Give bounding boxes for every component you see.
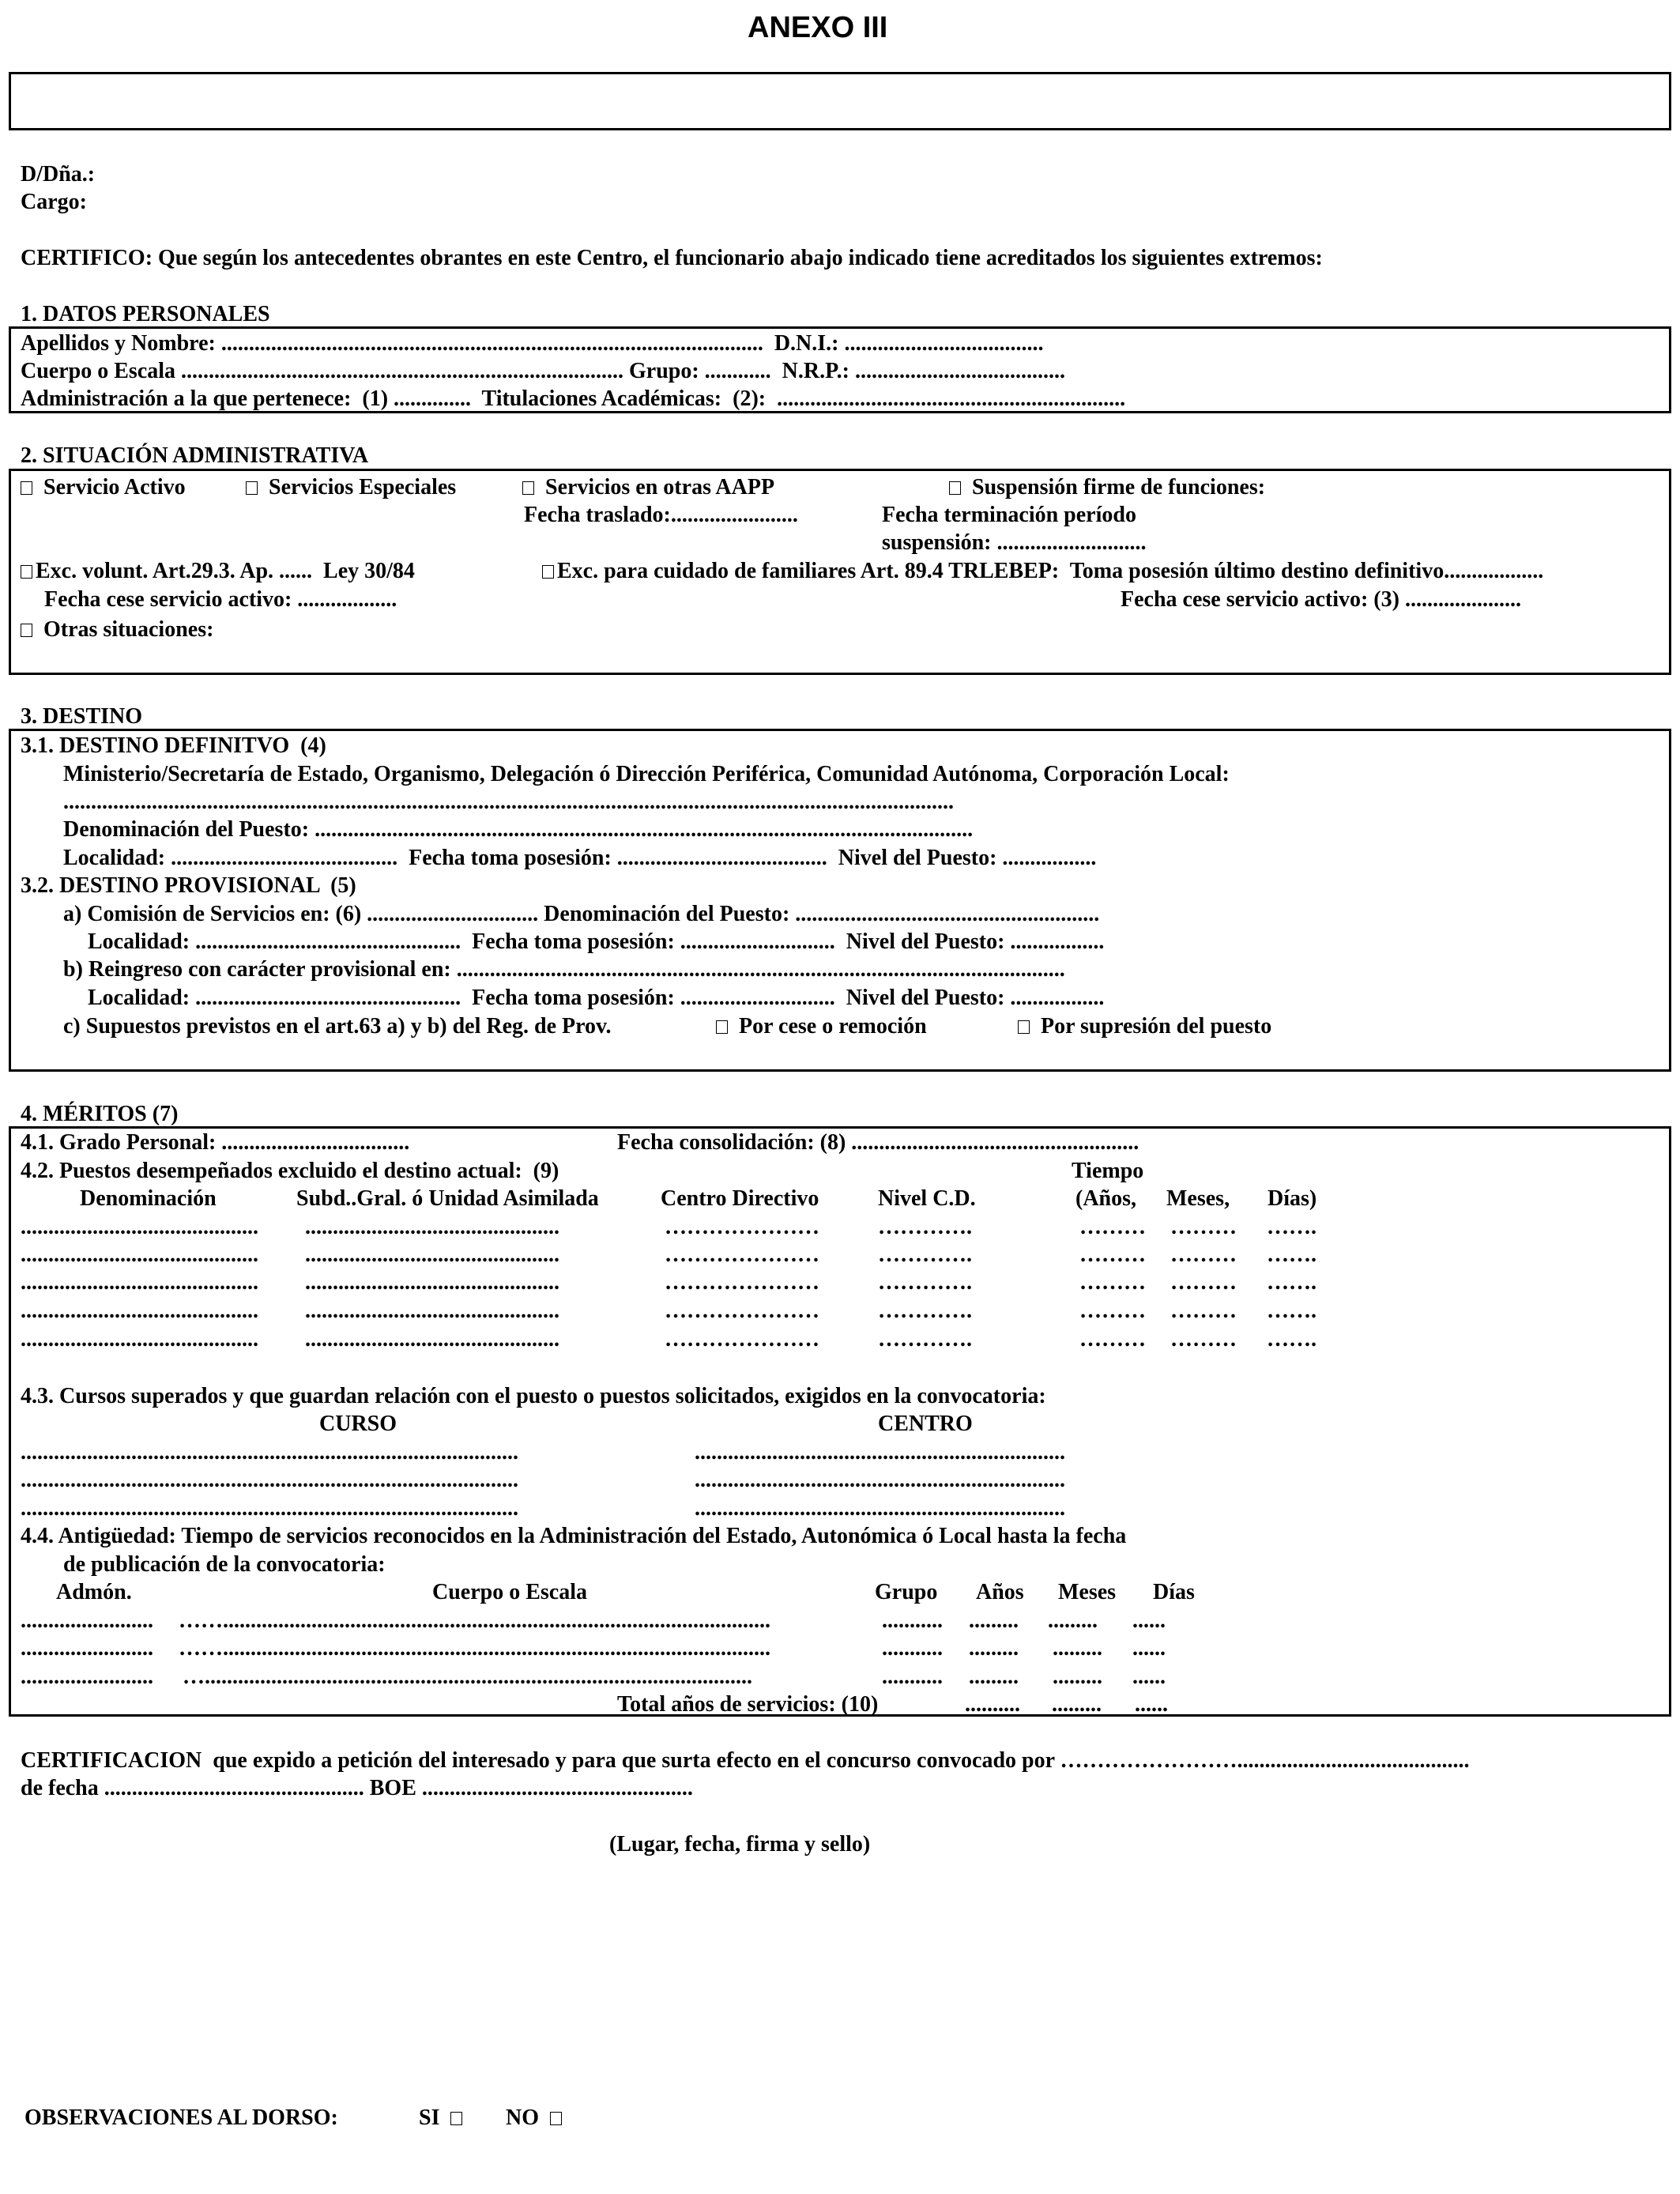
checkbox-icon[interactable] — [550, 2112, 562, 2125]
table-row-subdireccion[interactable]: .............................................. — [305, 1242, 559, 1267]
certificacion-text[interactable]: CERTIFICACION que expido a petición del interesado y para que surta efecto en el concurso convocado por …………………….......................................... — [21, 1748, 1470, 1773]
col-nivel: Nivel C.D. — [878, 1186, 976, 1211]
section-1-heading: 1. DATOS PERSONALES — [21, 302, 270, 326]
col-meses: Meses, — [1166, 1186, 1230, 1211]
checkbox-icon[interactable] — [21, 481, 32, 495]
comision-servicios-field[interactable]: a) Comisión de Servicios en: (6) ............................... Denominación del Puesto: ....................................................... — [63, 902, 1100, 926]
option-otras-situaciones[interactable]: Otras situaciones: — [21, 619, 213, 641]
section-4-heading: 4. MÉRITOS (7) — [21, 1102, 179, 1126]
cese-left-field[interactable]: Fecha cese servicio activo: .................. — [44, 587, 397, 612]
grado-personal-field[interactable]: 4.1. Grado Personal: .................................. — [21, 1130, 410, 1155]
antiguedad-row-grupo[interactable]: ........... — [882, 1664, 943, 1689]
total-meses-field[interactable]: ......... — [1052, 1692, 1102, 1717]
table-row-meses[interactable]: ……… — [1170, 1242, 1237, 1267]
table-row-denominacion[interactable]: ........................................... — [21, 1242, 258, 1267]
col-centro-directivo: Centro Directivo — [661, 1186, 819, 1211]
denominacion-field[interactable]: Denominación del Puesto: ....................................................................................................................... — [63, 817, 974, 842]
col-meses-antiguedad: Meses — [1058, 1580, 1117, 1604]
table-row-nivel[interactable]: …………. — [878, 1270, 972, 1295]
centro-column-header: CENTRO — [878, 1412, 973, 1436]
localidad-definitivo-field[interactable]: Localidad: ......................................... Fecha toma posesión: ...................................... Nivel del Puesto: ................. — [63, 846, 1097, 870]
table-row-anos[interactable]: ……… — [1079, 1242, 1146, 1267]
curso-row-field[interactable]: .......................................................................................... — [21, 1440, 518, 1465]
cursos-heading: 4.3. Cursos superados y que guardan relación con el puesto o puestos solicitados, exigidos en la convocatoria: — [21, 1384, 1046, 1408]
table-row-denominacion[interactable]: ........................................... — [21, 1270, 258, 1295]
antiguedad-row-admon[interactable]: ........................ — [21, 1608, 153, 1633]
tiempo-label: Tiempo — [1072, 1159, 1144, 1183]
table-row-nivel[interactable]: …………. — [878, 1299, 972, 1323]
ministry-field[interactable]: ................................................................................................................................................................. — [63, 790, 954, 814]
table-row-anos[interactable]: ……… — [1079, 1327, 1146, 1351]
suspension-end-field[interactable]: suspensión: ........................... — [882, 530, 1147, 555]
table-row-denominacion[interactable]: ........................................... — [21, 1327, 258, 1351]
table-row-meses[interactable]: ……… — [1170, 1215, 1237, 1239]
total-anos-field[interactable]: .......... — [965, 1692, 1020, 1717]
table-row-centro[interactable]: ………………… — [665, 1299, 819, 1323]
antiguedad-row-cuerpo[interactable]: ……................................................................................................... — [179, 1608, 770, 1633]
centro-row-field[interactable]: ................................................................... — [695, 1496, 1065, 1521]
position-label: Cargo: — [21, 190, 87, 214]
table-row-denominacion[interactable]: ........................................... — [21, 1215, 258, 1239]
checkbox-icon[interactable] — [246, 481, 258, 495]
checkbox-icon[interactable] — [542, 565, 554, 579]
table-row-dias[interactable]: ……. — [1267, 1215, 1317, 1239]
antiguedad-row-admon[interactable]: ........................ — [21, 1636, 153, 1661]
table-row-subdireccion[interactable]: .............................................. — [305, 1299, 559, 1323]
table-row-meses[interactable]: ……… — [1170, 1270, 1237, 1295]
checkbox-icon[interactable] — [949, 481, 961, 495]
col-anos-antiguedad: Años — [976, 1580, 1024, 1604]
transfer-date-field[interactable]: Fecha traslado:....................... — [524, 503, 798, 527]
table-row-centro[interactable]: ………………… — [665, 1215, 819, 1239]
table-row-dias[interactable]: ……. — [1267, 1299, 1317, 1323]
destino-provisional-heading: 3.2. DESTINO PROVISIONAL (5) — [21, 873, 356, 898]
centro-row-field[interactable]: ................................................................... — [695, 1440, 1065, 1465]
antiguedad-row-dias[interactable]: ...... — [1132, 1608, 1166, 1633]
table-row-centro[interactable]: ………………… — [665, 1327, 819, 1351]
col-admon: Admón. — [56, 1580, 132, 1604]
antiguedad-row-anos[interactable]: ......... — [969, 1608, 1019, 1633]
table-row-nivel[interactable]: …………. — [878, 1242, 972, 1267]
option-suspension[interactable]: Suspensión firme de funciones: — [949, 477, 1265, 499]
option-otras-aapp[interactable]: Servicios en otras AAPP — [522, 477, 774, 499]
holder-label: D/Dña.: — [21, 162, 96, 187]
option-cese-remocion[interactable]: Por cese o remoción — [716, 1016, 927, 1038]
option-exc-voluntaria[interactable]: Exc. volunt. Art.29.3. Ap. ...... Ley 30/84 — [21, 560, 415, 582]
header-blank-box[interactable] — [9, 72, 1671, 130]
antiguedad-row-grupo[interactable]: ........... — [882, 1636, 943, 1661]
checkbox-icon[interactable] — [716, 1020, 728, 1034]
table-row-dias[interactable]: ……. — [1267, 1327, 1317, 1351]
table-row-dias[interactable]: ……. — [1267, 1242, 1317, 1267]
table-row-anos[interactable]: ……… — [1079, 1270, 1146, 1295]
curso-row-field[interactable]: .......................................................................................... — [21, 1468, 518, 1492]
table-row-nivel[interactable]: …………. — [878, 1215, 972, 1239]
table-row-meses[interactable]: ……… — [1170, 1299, 1237, 1323]
personal-admin-field[interactable]: Administración a la que pertenece: (1) .............. Titulaciones Académicas: (2): ............................................................... — [21, 386, 1126, 411]
destino-definitivo-heading: 3.1. DESTINO DEFINITVO (4) — [21, 733, 326, 758]
table-row-meses[interactable]: ……… — [1170, 1327, 1237, 1351]
fecha-consolidacion-field[interactable]: Fecha consolidación: (8) .................................................... — [617, 1130, 1139, 1155]
cese-right-field[interactable]: Fecha cese servicio activo: (3) ..................... — [1121, 587, 1521, 612]
page-title: ANEXO III — [748, 11, 888, 44]
localidad-comision-field[interactable]: Localidad: ................................................ Fecha toma posesión: ............................ Nivel del Puesto: ................. — [88, 929, 1105, 954]
total-anos-label: Total años de servicios: (10) — [617, 1692, 879, 1717]
col-dias-antiguedad: Días — [1153, 1580, 1195, 1604]
supuestos-label: c) Supuestos previstos en el art.63 a) y b) del Reg. de Prov. — [63, 1014, 612, 1039]
antiguedad-row-anos[interactable]: ......... — [969, 1636, 1019, 1661]
table-row-centro[interactable]: ………………… — [665, 1242, 819, 1267]
centro-row-field[interactable]: ................................................................... — [695, 1468, 1065, 1492]
antiguedad-row-dias[interactable]: ...... — [1132, 1636, 1166, 1661]
checkbox-icon[interactable] — [522, 481, 534, 495]
table-row-denominacion[interactable]: ........................................... — [21, 1299, 258, 1323]
antiguedad-heading: 4.4. Antigüedad: Tiempo de servicios reconocidos en la Administración del Estado, Autonómica ó Local hasta la fecha — [21, 1524, 1127, 1548]
antiguedad-row-cuerpo[interactable]: ……................................................................................................... — [179, 1636, 770, 1661]
table-row-dias[interactable]: ……. — [1267, 1270, 1317, 1295]
col-subdireccion: Subd..Gral. ó Unidad Asimilada — [296, 1186, 599, 1211]
col-grupo: Grupo — [875, 1580, 938, 1604]
table-row-centro[interactable]: ………………… — [665, 1270, 819, 1295]
antiguedad-row-anos[interactable]: ......... — [969, 1664, 1019, 1689]
reingreso-field[interactable]: b) Reingreso con carácter provisional en: .............................................................................................................. — [63, 957, 1065, 982]
table-row-anos[interactable]: ……… — [1079, 1215, 1146, 1239]
total-dias-field[interactable]: ...... — [1135, 1692, 1168, 1717]
option-exc-familiares[interactable]: Exc. para cuidado de familiares Art. 89.4 TRLEBEP: Toma posesión último destino definitivo.................. — [542, 560, 1543, 582]
signature-caption: (Lugar, fecha, firma y sello) — [609, 1832, 871, 1857]
table-row-nivel[interactable]: …………. — [878, 1327, 972, 1351]
ministry-label: Ministerio/Secretaría de Estado, Organismo, Delegación ó Dirección Periférica, Comunidad Autónoma, Corporación Local: — [63, 762, 1230, 786]
observaciones-label: OBSERVACIONES AL DORSO: — [24, 2105, 338, 2130]
observaciones-no-option[interactable]: NO — [506, 2107, 562, 2129]
curso-row-field[interactable]: .......................................................................................... — [21, 1496, 518, 1521]
table-row-subdireccion[interactable]: .............................................. — [305, 1270, 559, 1295]
localidad-reingreso-field[interactable]: Localidad: ................................................ Fecha toma posesión: ............................ Nivel del Puesto: ................. — [88, 986, 1105, 1010]
checkbox-icon[interactable] — [21, 565, 32, 579]
checkbox-icon[interactable] — [1018, 1020, 1030, 1034]
table-row-subdireccion[interactable]: .............................................. — [305, 1327, 559, 1351]
col-dias: Días) — [1268, 1186, 1317, 1211]
section-2-heading: 2. SITUACIÓN ADMINISTRATIVA — [21, 443, 369, 468]
antiguedad-row-meses[interactable]: ......... — [1048, 1608, 1098, 1633]
col-anos: (Años, — [1075, 1186, 1137, 1211]
option-servicio-activo[interactable]: Servicio Activo — [21, 477, 186, 499]
antiguedad-row-grupo[interactable]: ........... — [882, 1608, 943, 1633]
antiguedad-subheading: de publicación de la convocatoria: — [63, 1552, 386, 1577]
certifico-text: CERTIFICO: Que según los antecedentes obrantes en este Centro, el funcionario abajo indicado tiene acreditados los siguientes extremos: — [21, 246, 1323, 270]
personal-name-field[interactable]: Apellidos y Nombre: .................................................................................................. D.N.I.: .................................... — [21, 331, 1044, 356]
antiguedad-row-admon[interactable]: ........................ — [21, 1664, 153, 1689]
fecha-boe-field[interactable]: de fecha ............................................... BOE ................................................. — [21, 1776, 693, 1800]
antiguedad-row-cuerpo[interactable]: …................................................................................................... — [183, 1664, 752, 1689]
antiguedad-row-dias[interactable]: ...... — [1132, 1664, 1166, 1689]
puestos-heading: 4.2. Puestos desempeñados excluido el destino actual: (9) — [21, 1159, 559, 1183]
option-servicios-especiales[interactable]: Servicios Especiales — [246, 477, 456, 499]
curso-column-header: CURSO — [319, 1412, 397, 1436]
observaciones-si-option[interactable]: SI — [419, 2107, 462, 2129]
option-supresion-puesto[interactable]: Por supresión del puesto — [1018, 1016, 1271, 1038]
suspension-end-label: Fecha terminación período — [882, 503, 1136, 527]
checkbox-icon[interactable] — [450, 2112, 462, 2125]
antiguedad-row-meses[interactable]: ......... — [1053, 1664, 1102, 1689]
checkbox-icon[interactable] — [21, 624, 32, 637]
section-3-heading: 3. DESTINO — [21, 704, 143, 729]
personal-cuerpo-field[interactable]: Cuerpo o Escala ................................................................................ Grupo: ............ N.R.P.: ...................................... — [21, 359, 1065, 383]
col-cuerpo: Cuerpo o Escala — [432, 1580, 587, 1604]
table-row-anos[interactable]: ……… — [1079, 1299, 1146, 1323]
antiguedad-row-meses[interactable]: ......... — [1053, 1636, 1102, 1661]
table-row-subdireccion[interactable]: .............................................. — [305, 1215, 559, 1239]
col-denominacion: Denominación — [80, 1186, 217, 1211]
